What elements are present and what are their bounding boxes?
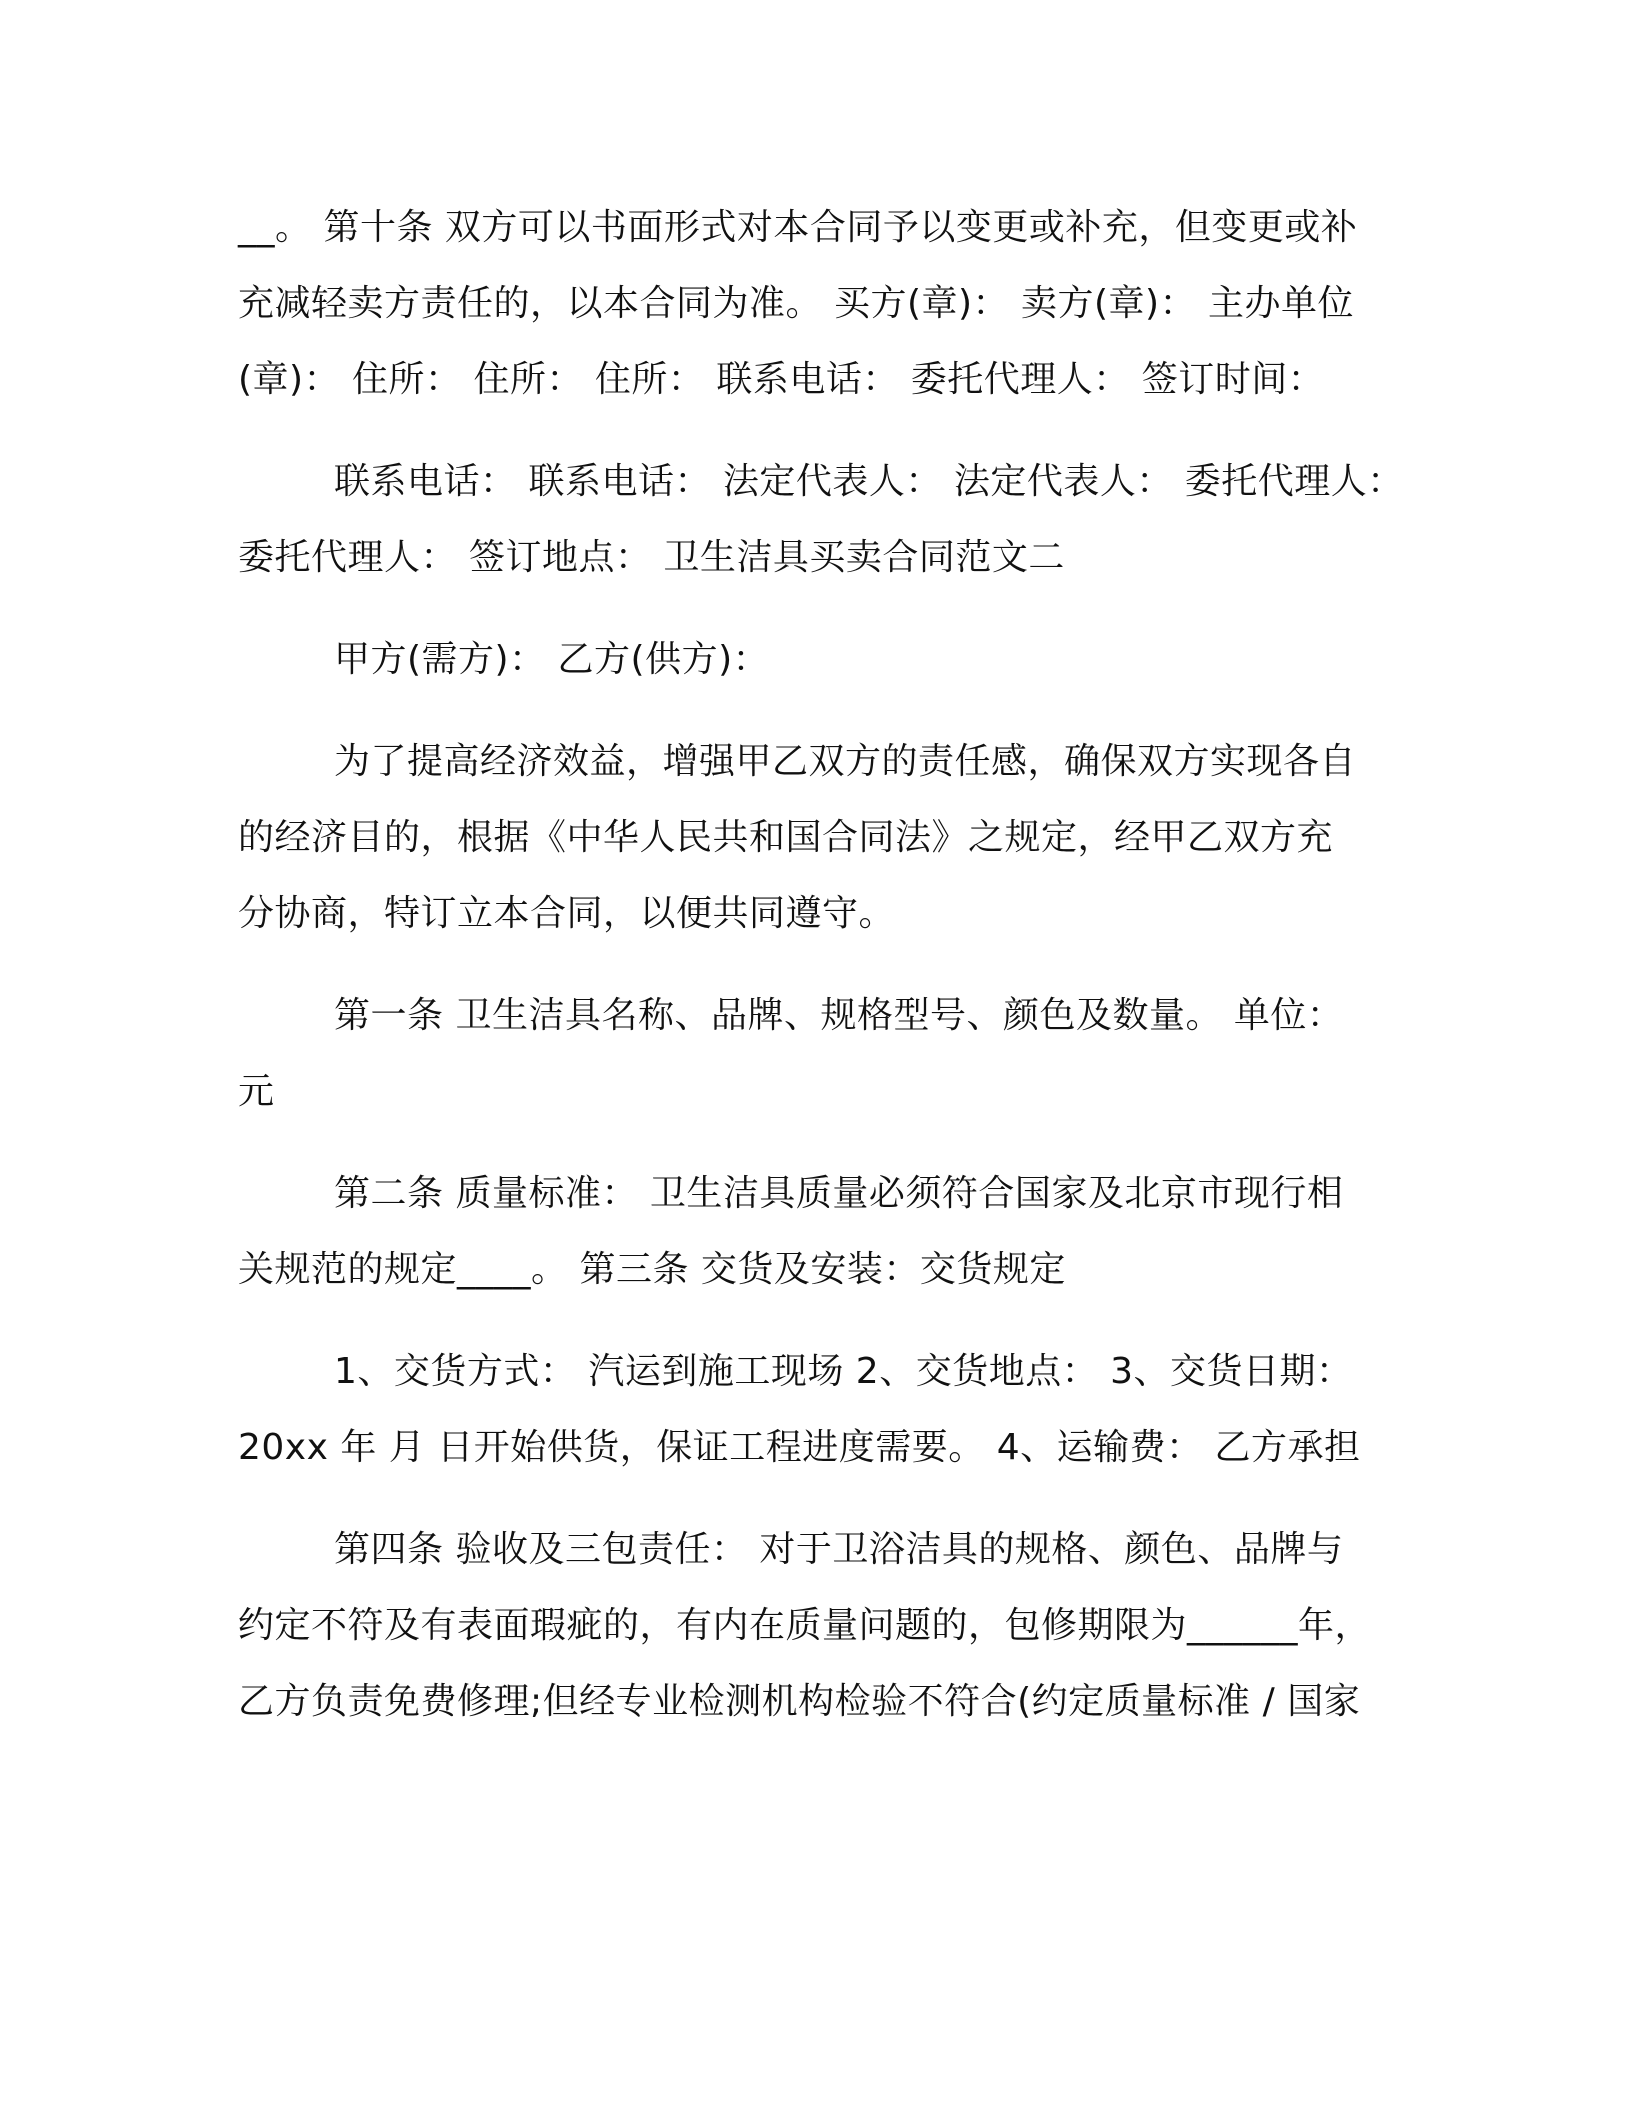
text-line: 第四条 验收及三包责任： 对于卫浴洁具的规格、颜色、品牌与 (334, 1529, 1344, 1570)
text-line: 元 (238, 1071, 275, 1112)
text-line: 委托代理人： 签订地点： 卫生洁具买卖合同范文二 (238, 537, 1065, 578)
paragraph-delivery-terms (238, 1334, 1398, 1486)
text-line: 1、交货方式： 汽运到施工现场 2、交货地点： 3、交货日期： (334, 1351, 1353, 1392)
text-line: 20xx 年 月 日开始供货，保证工程进度需要。 4、运输费： 乙方承担 (238, 1427, 1361, 1468)
text-line: 约定不符及有表面瑕疵的，有内在质量问题的，包修期限为______年， (238, 1605, 1372, 1646)
text-line: 第二条 质量标准： 卫生洁具质量必须符合国家及北京市现行相 (334, 1173, 1344, 1214)
paragraph-signatories (238, 444, 1404, 596)
text-line: 分协商，特订立本合同，以便共同遵守。 (238, 893, 896, 934)
text-line: 乙方负责免费修理;但经专业检测机构检验不符合(约定质量标准 / 国家 (238, 1681, 1361, 1722)
text-line: 关规范的规定____。 第三条 交货及安装：交货规定 (238, 1249, 1066, 1290)
text-line: 充减轻卖方责任的，以本合同为准。 买方(章)： 卖方(章)： 主办单位 (238, 283, 1355, 324)
paragraph-preamble (238, 724, 1398, 952)
text-line: (章)： 住所： 住所： 住所： 联系电话： 委托代理人： 签订时间： (238, 359, 1325, 400)
paragraph-article-4 (238, 1512, 1398, 1740)
text-line: 第一条 卫生洁具名称、品牌、规格型号、颜色及数量。 单位： (334, 995, 1344, 1036)
document-body (238, 190, 1404, 1740)
paragraph-parties (238, 622, 1398, 698)
paragraph-article-1 (238, 978, 1398, 1130)
text-line: 甲方(需方)： 乙方(供方)： (334, 639, 770, 680)
text-line: __。 第十条 双方可以书面形式对本合同予以变更或补充，但变更或补 (238, 207, 1358, 248)
paragraph-article-10 (238, 190, 1398, 418)
text-line: 为了提高经济效益，增强甲乙双方的责任感，确保双方实现各自 (334, 741, 1357, 782)
paragraph-article-2-3 (238, 1156, 1398, 1308)
text-line: 联系电话： 联系电话： 法定代表人： 法定代表人： 委托代理人： (334, 461, 1404, 502)
text-line: 的经济目的，根据《中华人民共和国合同法》之规定，经甲乙双方充 (238, 817, 1334, 858)
